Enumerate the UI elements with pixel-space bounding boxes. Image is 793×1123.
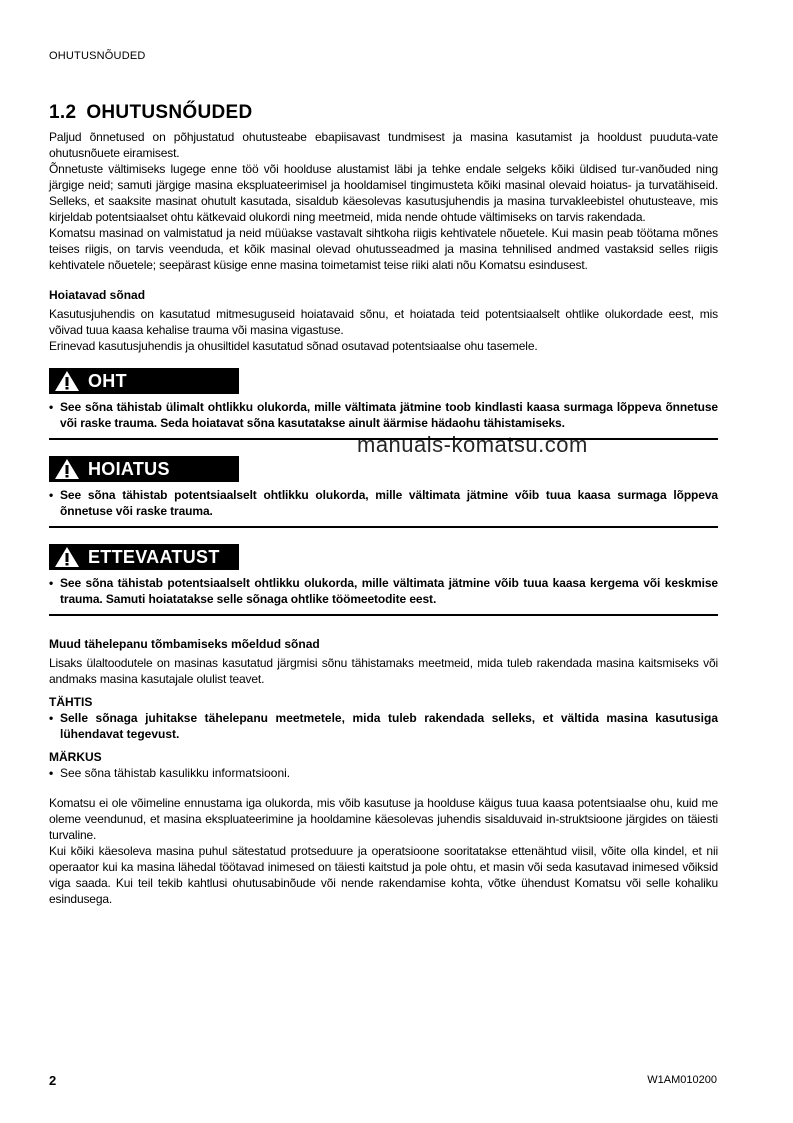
signal-block-danger <box>49 368 718 440</box>
other-words-heading: Muud tähelepanu tõmbamiseks mõeldud sõnad <box>49 637 320 651</box>
intro-paragraph-2: Õnnetuste vältimiseks lugege enne töö või hoolduse alustamist läbi ja tehke endale selgeks kõiki üldised tur-vanõuded ning järgige neid; samuti järgige masina ekspluateerimisel ja hooldamisel tingimusteta kõiki masinal olevaid hoiatus- ja turvatähiseid. Selleks, et saaksite masinat ohutult kasutada, sisaldub käesolevas kasutusjuhendis ja masina turvakleebistel ohutusteave, mis kirjeldab potentsiaalset ohtu kätkevaid olukordi ning meetmeid, mida nende ohtude vältimiseks on tarvis rakendada. <box>49 162 718 224</box>
signal-words-heading: Hoiatavad sõnad <box>49 288 146 302</box>
divider <box>49 614 718 616</box>
closing-paragraph-1: Komatsu ei ole võimeline ennustama iga olukorda, mis võib kasutuse ja hoolduse käigus tuua kaasa potentsiaalse ohu, kuid me oleme veendunud, et masina ekspluateerimine ja hooldamine käesolevas juhendis sisalduvaid in-struktsioone järgides on täiesti turvaline. <box>49 796 718 842</box>
divider <box>49 526 718 528</box>
document-code: W1AM010200 <box>647 1074 717 1086</box>
danger-text <box>49 399 718 431</box>
section-number: 1.2 <box>49 102 77 123</box>
caution-text <box>49 575 718 607</box>
notice-important-description: Selle sõnaga juhitakse tähelepanu meetmetele, mida tuleb rakendada selleks, et vältida masina kasutusiga lühendavat tegevust. <box>60 711 718 741</box>
danger-description: See sõna tähistab ülimalt ohtlikku olukorda, mille vältimata jätmine toob kindlasti kaasa surmaga lõppeva õnnetuse või raske trauma. Seda hoiatavat sõna kasutatakse ainult äärmise hädaohu tähistamiseks. <box>60 400 718 430</box>
bullet: • <box>49 766 54 780</box>
warning-triangle-icon <box>54 370 80 392</box>
section-title-text: OHUTUSNŐUDED <box>86 102 253 123</box>
danger-label-text: OHT <box>88 370 127 391</box>
caution-label <box>49 544 239 570</box>
bullet: • <box>49 400 54 414</box>
bullet: • <box>49 488 54 502</box>
closing-paragraph-2: Kui kõiki käesoleva masina puhul sätestatud protseduure ja operatsioone sooritatakse ettenähtud viisil, võite olla kindel, et nii operaator kui ka masina lähedal töötavad inimesed on täiesti kaitstud ja pole ohtu, et masin või seda kasutavad inimesed võiksid viga saada. Kui teil tekib kahtlusi ohutusabinõude või nende rakendamise kohta, võtke ühendust Komatsu või selle kohaliku esindusega. <box>49 844 718 906</box>
bullet: • <box>49 576 54 590</box>
notice-remark-label: MÄRKUS <box>49 750 102 764</box>
other-words-paragraph: Lisaks ülaltoodutele on masinas kasutatud järgmisi sõnu tähistamaks meetmeid, mida tuleb rakendada masina kaitsmiseks või andmaks masina kasutajale olulist teavet. <box>49 656 718 686</box>
watermark: manuals-komatsu.com <box>357 432 588 457</box>
warning-triangle-icon <box>54 458 80 480</box>
section-title <box>49 102 718 124</box>
warning-description: See sõna tähistab potentsiaalselt ohtlikku olukorda, mille vältimata jätmine võib tuua kaasa surmaga lõppeva õnnetuse või raske trauma. <box>60 488 718 518</box>
notice-remark-description: See sõna tähistab kasulikku informatsiooni. <box>60 766 291 780</box>
signal-block-warning <box>49 456 718 528</box>
notice-important-label: TÄHTIS <box>49 695 93 709</box>
warning-label <box>49 456 239 482</box>
page-number: 2 <box>49 1073 57 1088</box>
page-content <box>49 102 718 907</box>
signal-words-paragraph-1: Kasutusjuhendis on kasutatud mitmesuguseid hoiatavaid sõnu, et hoiatada teid potentsiaalselt ohtlike olukordade eest, mis võivad tuua kaasa kehalise trauma või masina vigastuse. <box>49 307 718 337</box>
intro-paragraph-3: Komatsu masinad on valmistatud ja neid müüakse vastavalt sihtkoha riigis kehtivatele nõuetele. Kui masin peab töötama mõnes teises riigis, on tarvis veenduda, et kõik masinal olevad ohutusseadmed ja masina tehnilised andmed vastaksid selles riigis kehtivatele nõuetele; seepärast küsige enne masina toimetamist teise riiki alati nõu Komatsu esindusest. <box>49 226 718 272</box>
warning-text <box>49 487 718 519</box>
bullet: • <box>49 711 54 725</box>
caution-label-text: ETTEVAATUST <box>88 546 220 567</box>
signal-block-caution <box>49 544 718 616</box>
caution-description: See sõna tähistab potentsiaalselt ohtlikku olukorda, mille vältimata jätmine võib tuua kaasa kergema või keskmise trauma. Samuti hoiatatakse selle sõnaga ohtlike töömeetodite eest. <box>60 576 718 606</box>
running-header: OHUTUSNÕUDED <box>49 50 146 62</box>
intro-paragraph-1: Paljud õnnetused on põhjustatud ohutusteabe ebapiisavast tundmisest ja masina kasutamist ja hooldust puuduta-vate ohutusnõuete eiramisest. <box>49 130 718 160</box>
danger-label <box>49 368 239 394</box>
warning-label-text: HOIATUS <box>88 458 170 479</box>
notice-important-text <box>49 710 718 742</box>
notice-remark-text <box>49 765 718 781</box>
warning-triangle-icon <box>54 546 80 568</box>
signal-words-paragraph-2: Erinevad kasutusjuhendis ja ohusiltidel kasutatud sõnad osutavad potentsiaalse ohu tasemele. <box>49 339 538 353</box>
